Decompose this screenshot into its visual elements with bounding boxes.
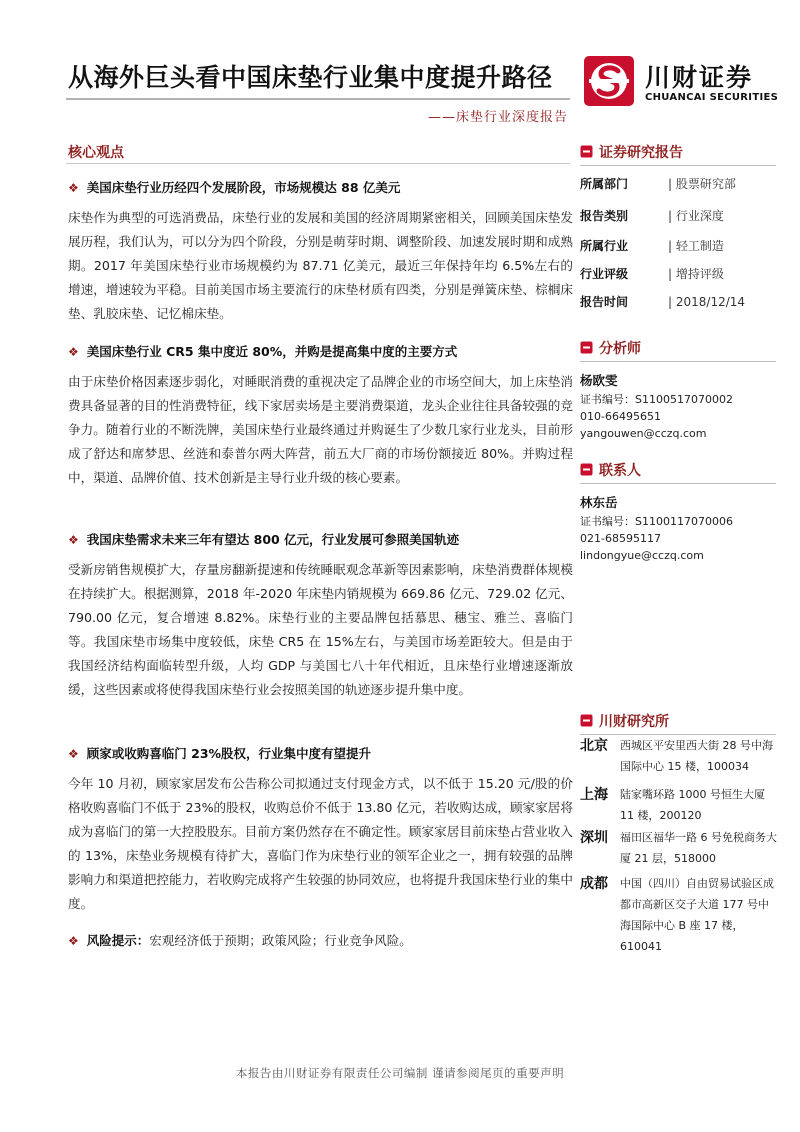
research-report-heading: 证券研究报告 (580, 142, 683, 162)
company-logo (583, 55, 783, 107)
report-square-icon (580, 145, 593, 158)
logo-chinese-name: 川财证券 (645, 63, 754, 92)
page-footer: 本报告由川财证券有限责任公司编制 谨请参阅尾页的重要声明 (235, 1066, 565, 1080)
analyst-email[interactable]: yangouwen@cczq.com (580, 427, 707, 440)
diamond-bullet-icon: ❖ (68, 345, 79, 359)
contact-phone: 021-68595117 (580, 532, 661, 545)
contact-email[interactable]: lindongyue@cczq.com (580, 549, 704, 562)
section-body: 受新房销售规模扩大，存量房翻新提速和传统睡眠观念革新等因素影响，床垫消费群体规模在持续扩大。根据测算，2018 年-2020 年床垫内销规模为 669.86 亿元、729.02 亿元、790.00 亿元，复合增速 8.82%。床垫行业的主要品牌包括慕思、穗宝、雅兰、喜临门等。我国床垫市场集中度较低，床垫 CR5 在 15%左右，与美国市场差距较大。但是由于我国经济结构面临转型升级，人均 GDP 与美国七八十年代相近，且床垫行业增速逐渐放缓，这些因素或将使得我国床垫行业会按照美国的轨迹逐步提升集中度。 (68, 562, 573, 697)
info-row-industry: 所属行业 | 轻工制造 (580, 239, 724, 253)
contact-card (580, 494, 733, 564)
section-body: 今年 10 月初，顾家家居发布公告称公司拟通过支付现金方式，以不低于 15.20 元/股的价格收购喜临门不低于 23%的股权，收购总价不低于 13.80 亿元，若收购达成，顾家家居将成为喜临门的第一大控股股东。目前方案仍然存在不确定性。顾家家居目前床垫占营业收入的 13%，床垫业务规模有待扩大，喜临门作为床垫行业的领军企业之一，拥有较强的品牌影响力和渠道把控能力，若收购完成将产生较强的协同效应，也将提升我国床垫行业的集中度。 (68, 776, 573, 911)
diamond-bullet-icon: ❖ (68, 181, 79, 195)
report-subtitle: ——床垫行业深度报告 (427, 110, 568, 125)
contact-cert: 证书编号：S1100117070006 (580, 515, 733, 528)
logo-english-name: CHUANCAI SECURITIES (645, 92, 779, 103)
institute-square-icon (580, 714, 593, 727)
institute-heading: 川财研究所 (580, 711, 669, 731)
info-row-rating: 行业评级 | 增持评级 (580, 267, 724, 281)
contact-square-icon (580, 463, 593, 476)
title-divider (66, 98, 570, 100)
contact-name: 林东岳 (580, 495, 618, 510)
sidebar-divider (580, 361, 776, 362)
diamond-bullet-icon: ❖ (68, 747, 79, 761)
sidebar-divider (580, 483, 776, 484)
analyst-cert: 证书编号：S1100517070002 (580, 393, 733, 406)
chuancai-logo-icon (583, 55, 635, 107)
info-row-category: 报告类别 | 行业深度 (580, 209, 724, 223)
section-body: 床垫作为典型的可选消费品，床垫行业的发展和美国的经济周期紧密相关，回顾美国床垫发展历程，我们认为，可以分为四个阶段，分别是萌芽时期、调整阶段、加速发展时期和成熟期。2017 年美国床垫行业市场规模约为 87.71 亿美元，最近三年保持年均 6.5%左右的增速，增速较为平稳。目前美国市场主要流行的床垫材质有四类，分别是弹簧床垫、棕榈床垫、乳胶床垫、记忆棉床垫。 (68, 210, 573, 321)
info-row-date: 报告时间 | 2018/12/14 (580, 295, 746, 309)
report-title: 从海外巨头看中国床垫行业集中度提升路径 (68, 63, 553, 92)
core-divider (66, 163, 570, 164)
section-heading: ❖ 美国床垫行业历经四个发展阶段，市场规模达 88 亿美元 (68, 180, 401, 195)
core-viewpoints-title: 核心观点 (68, 145, 124, 161)
analyst-card (580, 372, 733, 442)
section-body: 由于床垫价格因素逐步弱化，对睡眠消费的重视决定了品牌企业的市场空间大，加上床垫消费具备显著的目的性消费特征，线下家居卖场是主要消费渠道，龙头企业往往具备较强的竞争力。随着行业的不断洗牌，美国床垫行业最终通过并购诞生了少数几家行业龙头，目前形成了舒达和席梦思、丝涟和泰普尔两大阵营，前五大厂商的市场份额接近 80%。并购过程中，渠道、品牌价值、技术创新是主导行业升级的核心要素。 (68, 374, 573, 485)
section-heading: ❖ 我国床垫需求未来三年有望达 800 亿元，行业发展可参照美国轨迹 (68, 532, 460, 547)
sidebar-divider (580, 165, 776, 166)
diamond-bullet-icon: ❖ (68, 533, 79, 547)
risk-warning: ❖ 风险提示：宏观经济低于预期；政策风险；行业竞争风险。 (68, 933, 412, 948)
analyst-phone: 010-66495651 (580, 410, 661, 423)
diamond-bullet-icon: ❖ (68, 934, 79, 948)
info-row-department: 所属部门 | 股票研究部 (580, 177, 736, 191)
section-heading: ❖ 顾家或收购喜临门 23%股权，行业集中度有望提升 (68, 746, 372, 761)
analyst-name: 杨欧雯 (580, 373, 618, 388)
section-heading: ❖ 美国床垫行业 CR5 集中度近 80%，并购是提高集中度的主要方式 (68, 344, 458, 359)
contact-heading: 联系人 (580, 460, 641, 480)
analyst-square-icon (580, 341, 593, 354)
analyst-heading: 分析师 (580, 338, 641, 358)
